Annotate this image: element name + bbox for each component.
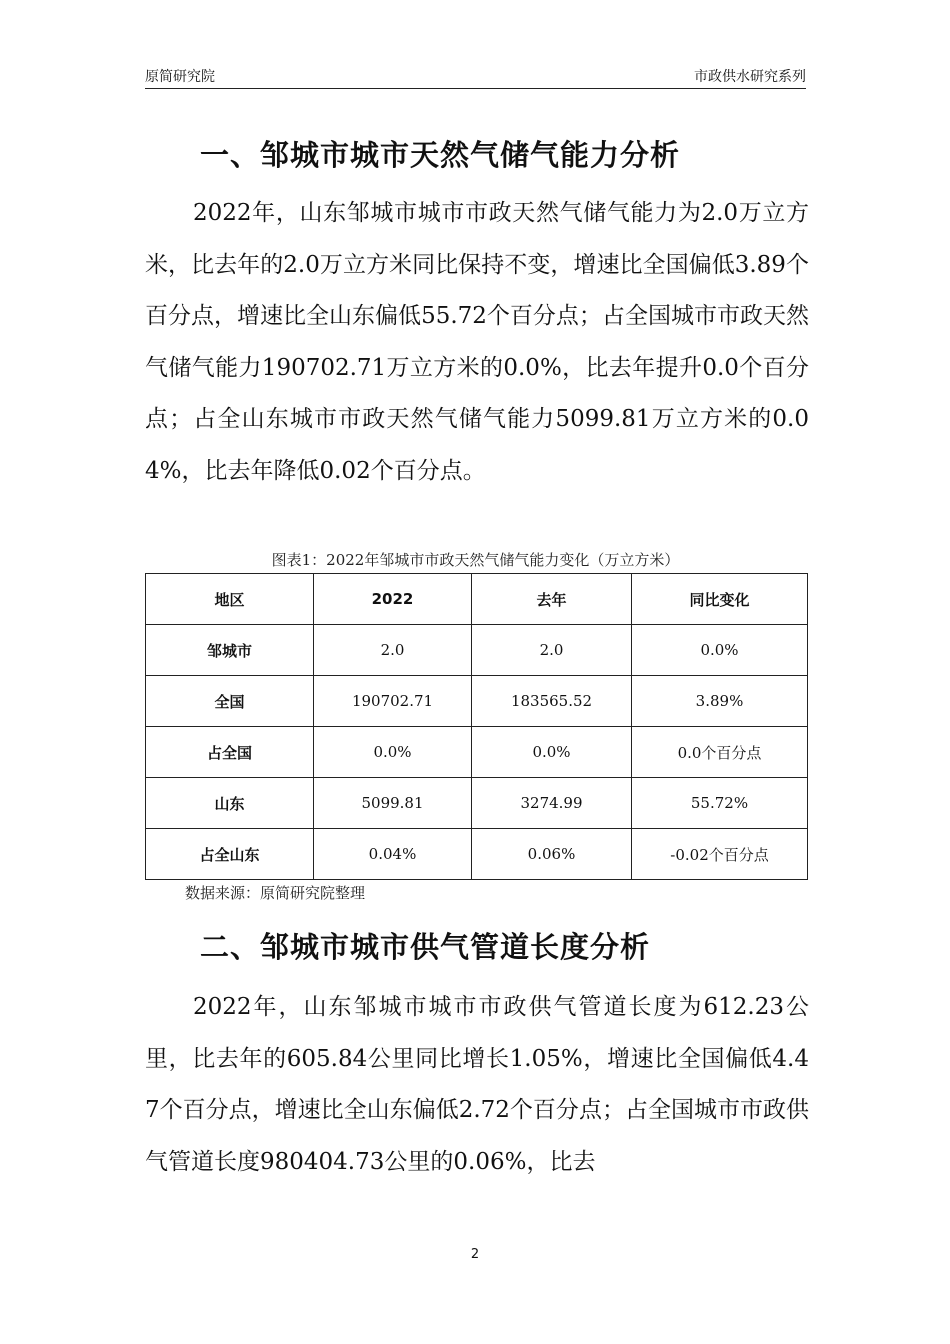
table-header-cell: 同比变化 bbox=[632, 574, 808, 625]
section2-title: 二、邹城市城市供气管道长度分析 bbox=[200, 930, 651, 964]
table-cell: 0.0% bbox=[314, 727, 472, 778]
section1-paragraph: 2022年，山东邹城市城市市政天然气储气能力为2.0万立方米，比去年的2.0万立方米同比保持不变，增速比全国偏低3.89个百分点，增速比全山东偏低55.72个百分点；占全国城市市政天然气储气能力190702.71万立方米的0.0%，比去年提升0.0个百分点；占全山东城市市政天然气储气能力5099.81万立方米的0.04%，比去年降低0.02个百分点。 bbox=[145, 200, 809, 484]
storage-capacity-table bbox=[145, 573, 808, 880]
table-cell: 0.04% bbox=[314, 829, 472, 880]
header-series: 市政供水研究系列 bbox=[694, 69, 806, 85]
table-cell: 5099.81 bbox=[314, 778, 472, 829]
table-row bbox=[146, 829, 808, 880]
table-header-cell: 2022 bbox=[314, 574, 472, 625]
table-row-label: 全国 bbox=[146, 676, 314, 727]
table-row-label: 山东 bbox=[146, 778, 314, 829]
section2-paragraph: 2022年，山东邹城市城市市政供气管道长度为612.23公里，比去年的605.84公里同比增长1.05%，增速比全国偏低4.47个百分点，增速比全山东偏低2.72个百分点；占全国城市市政供气管道长度980404.73公里的0.06%，比去 bbox=[145, 994, 809, 1175]
table-cell: 3274.99 bbox=[472, 778, 632, 829]
table-row-label: 占全国 bbox=[146, 727, 314, 778]
table-cell: 2.0 bbox=[314, 625, 472, 676]
table-row bbox=[146, 778, 808, 829]
table-header-row bbox=[146, 574, 808, 625]
table-cell: 0.06% bbox=[472, 829, 632, 880]
table-cell: 190702.71 bbox=[314, 676, 472, 727]
table-row bbox=[146, 727, 808, 778]
page-number: 2 bbox=[470, 1247, 480, 1262]
table-cell: 3.89% bbox=[632, 676, 808, 727]
table-header-cell: 地区 bbox=[146, 574, 314, 625]
table-header-cell: 去年 bbox=[472, 574, 632, 625]
header-org: 原简研究院 bbox=[145, 69, 215, 85]
section1-title: 一、邹城市城市天然气储气能力分析 bbox=[200, 138, 681, 172]
table-cell: 2.0 bbox=[472, 625, 632, 676]
table-cell: 55.72% bbox=[632, 778, 808, 829]
table-cell: 0.0个百分点 bbox=[632, 727, 808, 778]
table-cell: 0.0% bbox=[472, 727, 632, 778]
table-source: 数据来源：原简研究院整理 bbox=[185, 884, 366, 902]
table-row-label: 邹城市 bbox=[146, 625, 314, 676]
table-caption: 图表1：2022年邹城市市政天然气储气能力变化（万立方米） bbox=[271, 551, 680, 569]
table-cell: -0.02个百分点 bbox=[632, 829, 808, 880]
table-row bbox=[146, 625, 808, 676]
page-header bbox=[145, 62, 806, 89]
table-cell: 0.0% bbox=[632, 625, 808, 676]
table-cell: 183565.52 bbox=[472, 676, 632, 727]
table-row bbox=[146, 676, 808, 727]
table-row-label: 占全山东 bbox=[146, 829, 314, 880]
